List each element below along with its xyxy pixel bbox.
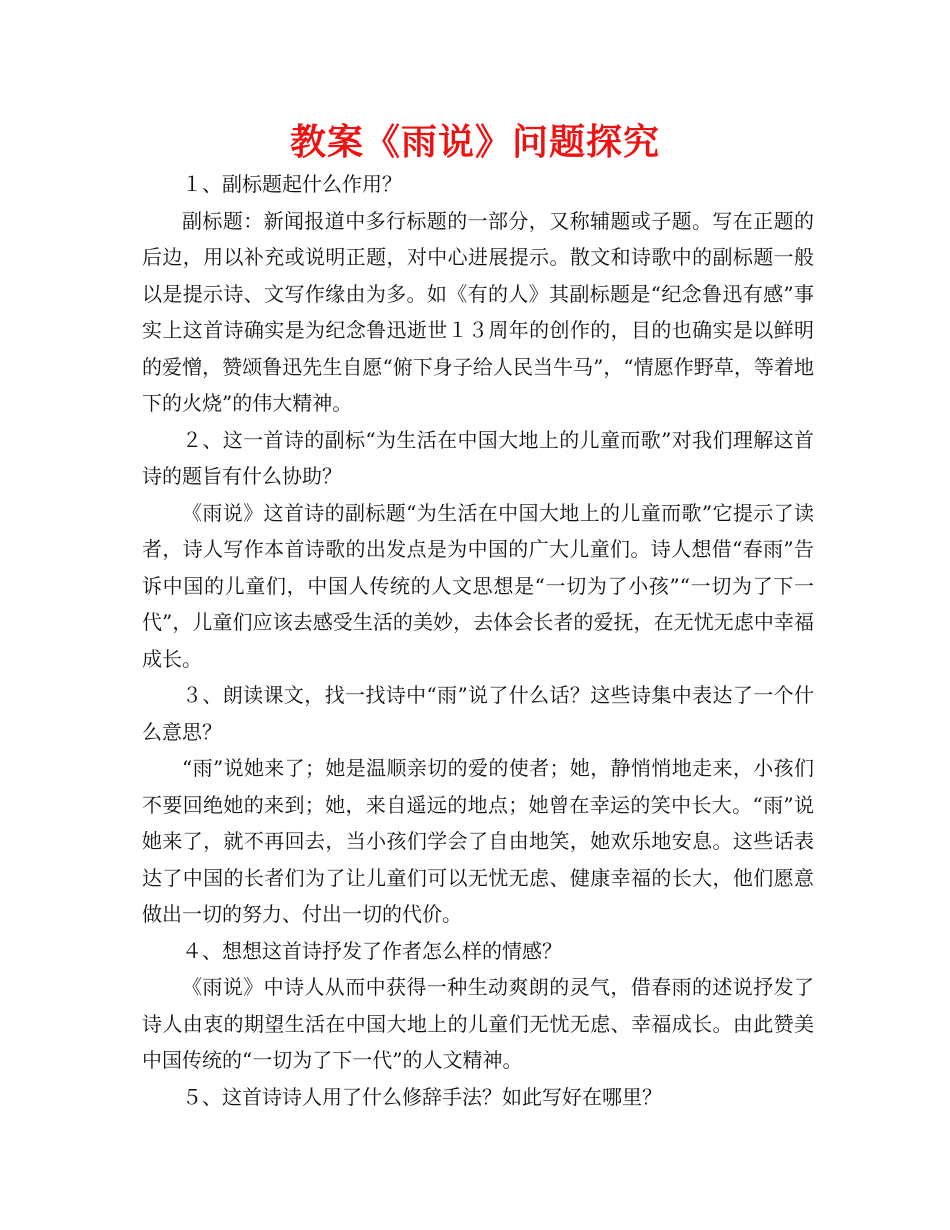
document-body (142, 166, 814, 1115)
question-2: ２、这一首诗的副标“为生活在中国大地上的儿童而歌”对我们理解这首诗的题旨有什么协助？ (142, 427, 814, 488)
question-5: ５、这首诗诗人用了什么修辞手法？如此写好在哪里？ (182, 1084, 662, 1109)
answer-2: 《雨说》这首诗的副标题“为生活在中国大地上的儿童而歌”它提示了读者，诗人写作本首诗歌的出发点是为中国的广大儿童们。诗人想借“春雨”告诉中国的儿童们，中国人传统的人文思想是“一切为了小孩”“一切为了下一代”，儿童们应该去感受生活的美妙，去体会长者的爱抚，在无忧无虑中幸福成长。 (142, 500, 814, 671)
question-3: ３、朗读课文，找一找诗中“雨”说了什么话？这些诗集中表达了一个什么意思？ (142, 683, 814, 744)
answer-4: 《雨说》中诗人从而中获得一种生动爽朗的灵气，借春雨的述说抒发了诗人由衷的期望生活在中国大地上的儿童们无忧无虑、幸福成长。由此赞美中国传统的“一切为了下一代”的人文精神。 (142, 975, 814, 1072)
answer-3: “雨”说她来了；她是温顺亲切的爱的使者；她，静悄悄地走来，小孩们不要回绝她的来到；她，来自遥远的地点；她曾在幸运的笑中长大。“雨”说她来了，就不再回去，当小孩们学会了自由地笑，她欢乐地安息。这些话表达了中国的长者们为了让儿童们可以无忧无虑、健康幸福的长大，他们愿意做出一切的努力、付出一切的代价。 (142, 756, 814, 926)
question-1: １、副标题起什么作用？ (182, 172, 402, 196)
answer-1: 副标题：新闻报道中多行标题的一部分，又称辅题或子题。写在正题的后边，用以补充或说明正题，对中心进展提示。散文和诗歌中的副标题一般以是提示诗、文写作缘由为多。如《有的人》其副标题是“纪念鲁迅有感”事实上这首诗确实是为纪念鲁迅逝世１３周年的创作的，目的也确实是以鲜明的爱憎，赞颂鲁迅先生自愿“俯下身子给人民当牛马”，“情愿作野草，等着地下的火烧”的伟大精神。 (142, 208, 814, 415)
question-4: ４、想想这首诗抒发了作者怎么样的情感？ (182, 938, 562, 963)
document-title: 教案《雨说》问题探究 (289, 122, 660, 163)
